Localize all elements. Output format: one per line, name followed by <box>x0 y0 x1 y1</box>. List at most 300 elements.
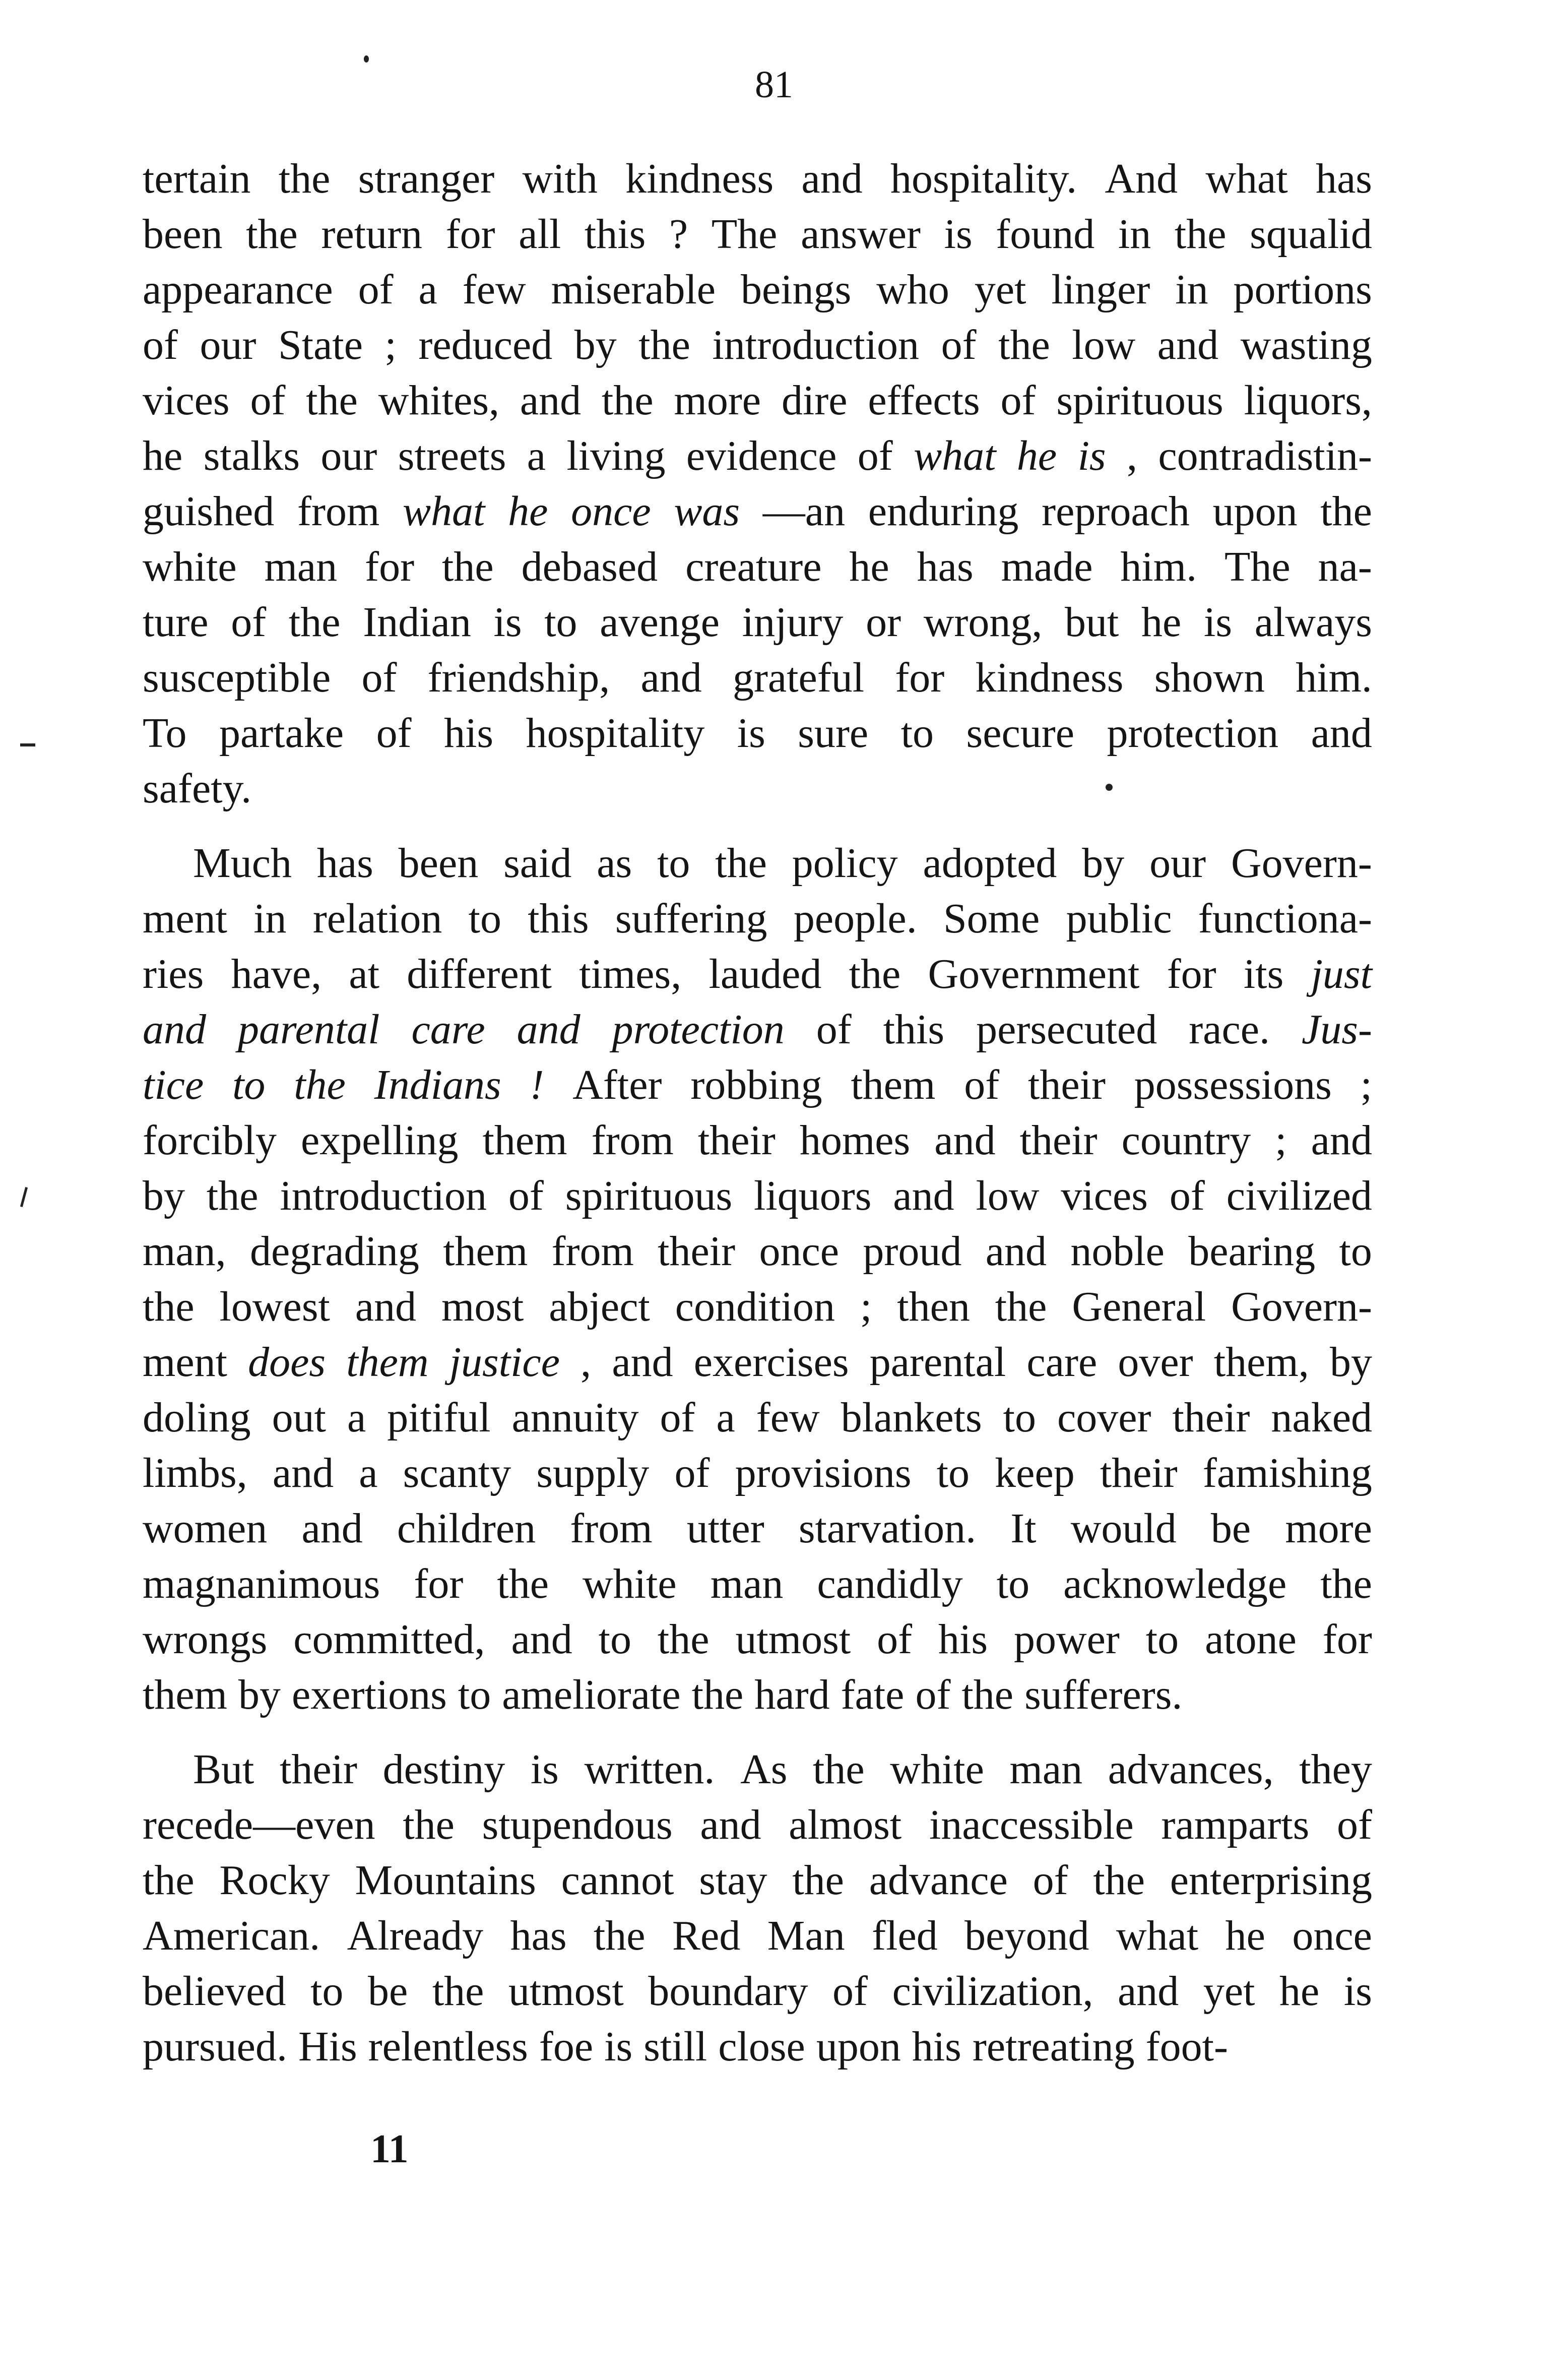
word: the <box>288 599 341 646</box>
word: abject <box>549 1283 650 1330</box>
word: the <box>497 1560 549 1607</box>
italic-word: he <box>1016 432 1057 479</box>
word: ? <box>669 211 688 258</box>
word: cannot <box>561 1857 674 1904</box>
word: friendship, <box>427 654 610 701</box>
word: he <box>1225 1912 1265 1959</box>
word: squalid <box>1250 211 1372 258</box>
word: Government <box>928 951 1140 997</box>
word: the <box>657 1616 710 1663</box>
word: ; <box>860 1283 872 1330</box>
word: starvation. <box>798 1505 977 1552</box>
word: of <box>1169 1172 1205 1219</box>
word: said <box>503 840 572 887</box>
word: would <box>1070 1505 1177 1552</box>
word: the <box>1320 488 1372 535</box>
italic-word: parental <box>237 1006 380 1053</box>
word: living <box>566 432 666 479</box>
word: the <box>1174 211 1227 258</box>
word: their <box>1028 1061 1106 1108</box>
text-line <box>143 1908 1372 1964</box>
word: been <box>398 840 479 887</box>
word: forcibly <box>143 1117 277 1164</box>
word: the <box>432 1968 484 2015</box>
word: fate <box>841 1671 905 1718</box>
word: relation <box>312 895 442 942</box>
word: of <box>674 1450 710 1496</box>
italic-word: what <box>403 488 485 535</box>
word: almost <box>789 1801 902 1848</box>
word: , <box>1127 432 1137 479</box>
italic-word: them <box>346 1339 429 1386</box>
word: to <box>1003 1394 1036 1441</box>
word: ment <box>143 895 227 942</box>
text-line <box>143 1853 1372 1908</box>
word: the <box>715 840 767 887</box>
text-line <box>143 428 1372 484</box>
word: advance <box>869 1857 1008 1904</box>
word: return <box>321 211 423 258</box>
word: After <box>572 1061 662 1108</box>
text-line <box>143 1742 1372 1797</box>
word: beyond <box>964 1912 1089 1959</box>
word: man <box>1009 1746 1083 1793</box>
signature-mark: 11 <box>370 2127 409 2171</box>
word: cover <box>1057 1394 1151 1441</box>
word: the <box>403 1801 455 1848</box>
word: to <box>1339 1228 1372 1275</box>
word: ; <box>1275 1117 1287 1164</box>
word: to <box>544 599 577 646</box>
word: bearing <box>1188 1228 1316 1275</box>
word: then <box>897 1283 970 1330</box>
word: vices <box>1061 1172 1148 1219</box>
word: has <box>510 1912 567 1959</box>
word: their <box>1100 1450 1178 1496</box>
word: and <box>272 1450 334 1496</box>
word: by <box>1082 840 1125 887</box>
word: at <box>349 951 380 997</box>
word: portions <box>1233 266 1372 313</box>
word: utter <box>686 1505 764 1552</box>
word: over <box>1118 1339 1193 1386</box>
word: times, <box>579 951 682 997</box>
text-line <box>143 1390 1372 1446</box>
word: and <box>1118 1968 1179 2015</box>
word: contradistin- <box>1158 432 1372 479</box>
word: man <box>710 1560 784 1607</box>
word: appearance <box>143 266 333 313</box>
word: sufferers. <box>1024 1671 1183 1718</box>
word: white <box>890 1746 984 1793</box>
word: different <box>407 951 552 997</box>
word: made <box>1001 543 1093 590</box>
word: to <box>936 1450 970 1496</box>
word: out <box>272 1394 327 1441</box>
word: stupendous <box>482 1801 673 1848</box>
ink-speck <box>1106 784 1113 791</box>
word: to <box>458 1671 491 1718</box>
word: to <box>598 1616 631 1663</box>
text-line <box>143 484 1372 539</box>
italic-word: tice <box>143 1061 204 1108</box>
word: answer <box>801 211 921 258</box>
word: ameliorate <box>502 1671 681 1718</box>
word: spirituous <box>565 1172 733 1219</box>
text-line <box>143 1057 1372 1113</box>
word: as <box>597 840 632 887</box>
word: stalks <box>203 432 300 479</box>
word: and <box>511 1616 572 1663</box>
word: parental <box>869 1339 1006 1386</box>
text-line <box>143 1964 1372 2019</box>
word: people. <box>793 895 917 942</box>
word: to <box>1145 1616 1179 1663</box>
page-number: 81 <box>755 64 793 106</box>
word: the <box>998 322 1050 368</box>
word: exertions <box>291 1671 447 1718</box>
word: —an <box>762 488 846 535</box>
word: debased <box>521 543 658 590</box>
margin-tick-mark <box>20 1187 28 1207</box>
word: of <box>660 1394 695 1441</box>
word: by <box>143 1172 185 1219</box>
word: suffering <box>615 895 767 942</box>
word: Rocky <box>219 1857 330 1904</box>
word: adopted <box>923 840 1057 887</box>
word: our <box>200 322 256 368</box>
word: reduced <box>418 322 553 368</box>
word: or <box>866 599 901 646</box>
word: has <box>1315 155 1372 202</box>
word: children <box>397 1505 536 1552</box>
word: to <box>996 1560 1030 1607</box>
italic-word: care <box>411 1006 485 1053</box>
word: of <box>508 1172 544 1219</box>
word: safety. <box>143 765 252 812</box>
word: whites, <box>378 377 500 424</box>
word: supply <box>536 1450 650 1496</box>
word: the <box>1093 1857 1145 1904</box>
word: wrong, <box>923 599 1043 646</box>
word: the <box>278 155 331 202</box>
word: and <box>801 155 863 202</box>
italic-word: was <box>674 488 740 535</box>
word: the <box>306 377 358 424</box>
word: blankets <box>841 1394 982 1441</box>
word: foe <box>539 2023 594 2070</box>
italic-word: and <box>517 1006 580 1053</box>
word: relentless <box>368 2023 528 2070</box>
word: is <box>944 211 973 258</box>
text-line <box>143 1279 1372 1335</box>
word: what <box>1116 1912 1199 1959</box>
word: Man <box>767 1912 845 1959</box>
word: wrongs <box>143 1616 268 1663</box>
word: a <box>418 266 437 313</box>
word: our <box>320 432 377 479</box>
word: yet <box>1203 1968 1255 2015</box>
ink-speck <box>364 55 369 62</box>
word: inaccessible <box>929 1801 1134 1848</box>
word: of <box>250 377 286 424</box>
body-text <box>143 151 1372 2075</box>
text-line <box>143 1335 1372 1390</box>
word: linger <box>1051 266 1150 313</box>
text-line <box>143 947 1372 1002</box>
word: the <box>691 1671 744 1718</box>
word: homes <box>799 1117 911 1164</box>
paragraph <box>143 836 1372 1723</box>
paragraph <box>143 1742 1372 2075</box>
text-line <box>143 2019 1372 2075</box>
word: of <box>361 654 397 701</box>
word: the <box>995 1283 1047 1330</box>
word: introduction <box>280 1172 487 1219</box>
word: miserable <box>551 266 716 313</box>
word: is <box>737 710 765 757</box>
word: man <box>264 543 338 590</box>
word: he <box>849 543 889 590</box>
word: care <box>1026 1339 1098 1386</box>
word: to <box>310 1968 344 2015</box>
word: As <box>740 1746 788 1793</box>
word: his <box>912 2023 961 2070</box>
word: of <box>358 266 394 313</box>
text-line <box>143 706 1372 761</box>
word: ries <box>143 951 204 997</box>
word: acknowledge <box>1063 1560 1287 1607</box>
italic-word: Indians <box>374 1061 501 1108</box>
paragraph-gap <box>143 817 1372 836</box>
word: atone <box>1205 1616 1297 1663</box>
word: and <box>612 1339 673 1386</box>
text-line <box>143 1168 1372 1224</box>
word: public <box>1066 895 1172 942</box>
word: race. <box>1189 1006 1270 1053</box>
word: the <box>792 1857 844 1904</box>
word: more <box>674 377 761 424</box>
word: by <box>1329 1339 1372 1386</box>
word: His <box>298 2023 357 2070</box>
text-line <box>143 1446 1372 1501</box>
word: him. <box>1296 654 1372 701</box>
word: policy <box>792 840 898 887</box>
word: him. <box>1120 543 1197 590</box>
italic-word: to <box>232 1061 266 1108</box>
word: our <box>1149 840 1206 887</box>
word: of <box>1337 1801 1372 1848</box>
word: Much <box>193 840 292 887</box>
word: sure <box>798 710 869 757</box>
word: be <box>367 1968 408 2015</box>
word: he <box>1279 1968 1320 2015</box>
word: he <box>1141 599 1182 646</box>
word: is <box>1343 1968 1372 2015</box>
word: and <box>700 1801 761 1848</box>
word: General <box>1072 1283 1206 1330</box>
word: and <box>1157 322 1219 368</box>
word: of <box>832 1968 868 2015</box>
word: stay <box>699 1857 767 1904</box>
word: introduction <box>712 322 920 368</box>
text-line <box>143 650 1372 706</box>
word: Govern- <box>1231 840 1372 887</box>
word: noble <box>1070 1228 1165 1275</box>
word: be <box>1210 1505 1251 1552</box>
word: fled <box>872 1912 938 1959</box>
word: ment <box>143 1339 227 1386</box>
text-line <box>143 539 1372 595</box>
word: retreating <box>972 2023 1135 2070</box>
word: stranger <box>358 155 495 202</box>
word: The <box>1224 543 1291 590</box>
word: scanty <box>403 1450 511 1496</box>
word: and <box>1311 1117 1372 1164</box>
word: State <box>278 322 363 368</box>
word: recede—even <box>143 1801 375 1848</box>
word: kindness <box>975 654 1124 701</box>
word: in <box>1175 266 1208 313</box>
word: annuity <box>511 1394 639 1441</box>
word: of <box>376 710 412 757</box>
text-line <box>143 1002 1372 1057</box>
word: yet <box>974 266 1026 313</box>
word: to <box>900 710 934 757</box>
word: expelling <box>300 1117 459 1164</box>
word: lowest <box>219 1283 330 1330</box>
paragraph-gap <box>143 1723 1372 1742</box>
word: the <box>813 1746 865 1793</box>
word: and <box>1311 710 1372 757</box>
word: creature <box>685 543 822 590</box>
word: boundary <box>648 1968 808 2015</box>
word: foot- <box>1145 2023 1228 2070</box>
word: upon <box>816 2023 901 2070</box>
word: and <box>985 1228 1047 1275</box>
word: proud <box>863 1228 962 1275</box>
word: civilized <box>1226 1172 1372 1219</box>
text-line <box>143 373 1372 428</box>
word: To <box>143 710 187 757</box>
word: for <box>895 654 945 701</box>
word: this <box>528 895 589 942</box>
word: liquors, <box>1244 377 1372 424</box>
word: their <box>658 1228 736 1275</box>
word: spirituous <box>1056 377 1223 424</box>
word: them <box>443 1228 528 1275</box>
word: with <box>522 155 598 202</box>
word: , <box>580 1339 592 1386</box>
word: partake <box>219 710 344 757</box>
word: keep <box>995 1450 1075 1496</box>
word: of <box>915 1671 951 1718</box>
word: hard <box>754 1671 830 1718</box>
text-line <box>143 836 1372 891</box>
word: It <box>1010 1505 1037 1552</box>
word: to <box>657 840 690 887</box>
italic-word: ! <box>530 1061 544 1108</box>
word: white <box>583 1560 677 1607</box>
word: once <box>759 1228 840 1275</box>
word: Red <box>672 1912 741 1959</box>
word: all <box>519 211 561 258</box>
text-line <box>143 207 1372 262</box>
word: more <box>1285 1505 1372 1552</box>
word: destiny <box>382 1746 505 1793</box>
word: ture <box>143 599 209 646</box>
text-line <box>143 761 1372 817</box>
word: believed <box>143 1968 286 2015</box>
word: pursued. <box>143 2023 287 2070</box>
text-line <box>143 1797 1372 1853</box>
word: of <box>1000 377 1036 424</box>
text-line <box>143 1224 1372 1279</box>
text-line <box>143 151 1372 207</box>
word: of <box>964 1061 1000 1108</box>
word: And <box>1105 155 1178 202</box>
word: of <box>816 1006 852 1053</box>
word: is <box>604 2023 633 2070</box>
word: liquors <box>754 1172 872 1219</box>
word: of <box>941 322 977 368</box>
text-line <box>143 1113 1372 1168</box>
italic-word: just <box>1311 951 1372 997</box>
word: civilization, <box>892 1968 1093 2015</box>
word: by <box>574 322 617 368</box>
word: effects <box>868 377 980 424</box>
word: the <box>143 1857 195 1904</box>
word: but <box>1065 599 1119 646</box>
word: the <box>442 543 494 590</box>
word: streets <box>398 432 506 479</box>
word: dire <box>781 377 848 424</box>
word: the <box>602 377 654 424</box>
italic-word: protection <box>612 1006 785 1053</box>
word: the <box>638 322 690 368</box>
word: persecuted <box>976 1006 1157 1053</box>
word: famishing <box>1202 1450 1372 1496</box>
word: naked <box>1271 1394 1372 1441</box>
text-line <box>143 1667 1372 1723</box>
word: is <box>493 599 522 646</box>
word: Indian <box>363 599 471 646</box>
word: reproach <box>1042 488 1190 535</box>
word: them <box>851 1061 936 1108</box>
word: is <box>1204 599 1233 646</box>
word: his <box>938 1616 988 1663</box>
word: few <box>756 1394 820 1441</box>
word: always <box>1254 599 1372 646</box>
word: and <box>301 1505 363 1552</box>
word: the <box>849 951 901 997</box>
word: degrading <box>249 1228 419 1275</box>
word: ; <box>1360 1061 1372 1108</box>
text-line <box>143 1501 1372 1556</box>
word: and <box>355 1283 417 1330</box>
word: beings <box>741 266 852 313</box>
word: the <box>961 1671 1014 1718</box>
word: low <box>976 1172 1040 1219</box>
text-line <box>143 891 1372 947</box>
word: hospitality. <box>890 155 1077 202</box>
word: committed, <box>293 1616 485 1663</box>
word: possessions <box>1134 1061 1332 1108</box>
italic-word: what <box>914 432 996 479</box>
word: been <box>143 211 223 258</box>
word: enterprising <box>1170 1857 1372 1904</box>
word: this <box>883 1006 945 1053</box>
